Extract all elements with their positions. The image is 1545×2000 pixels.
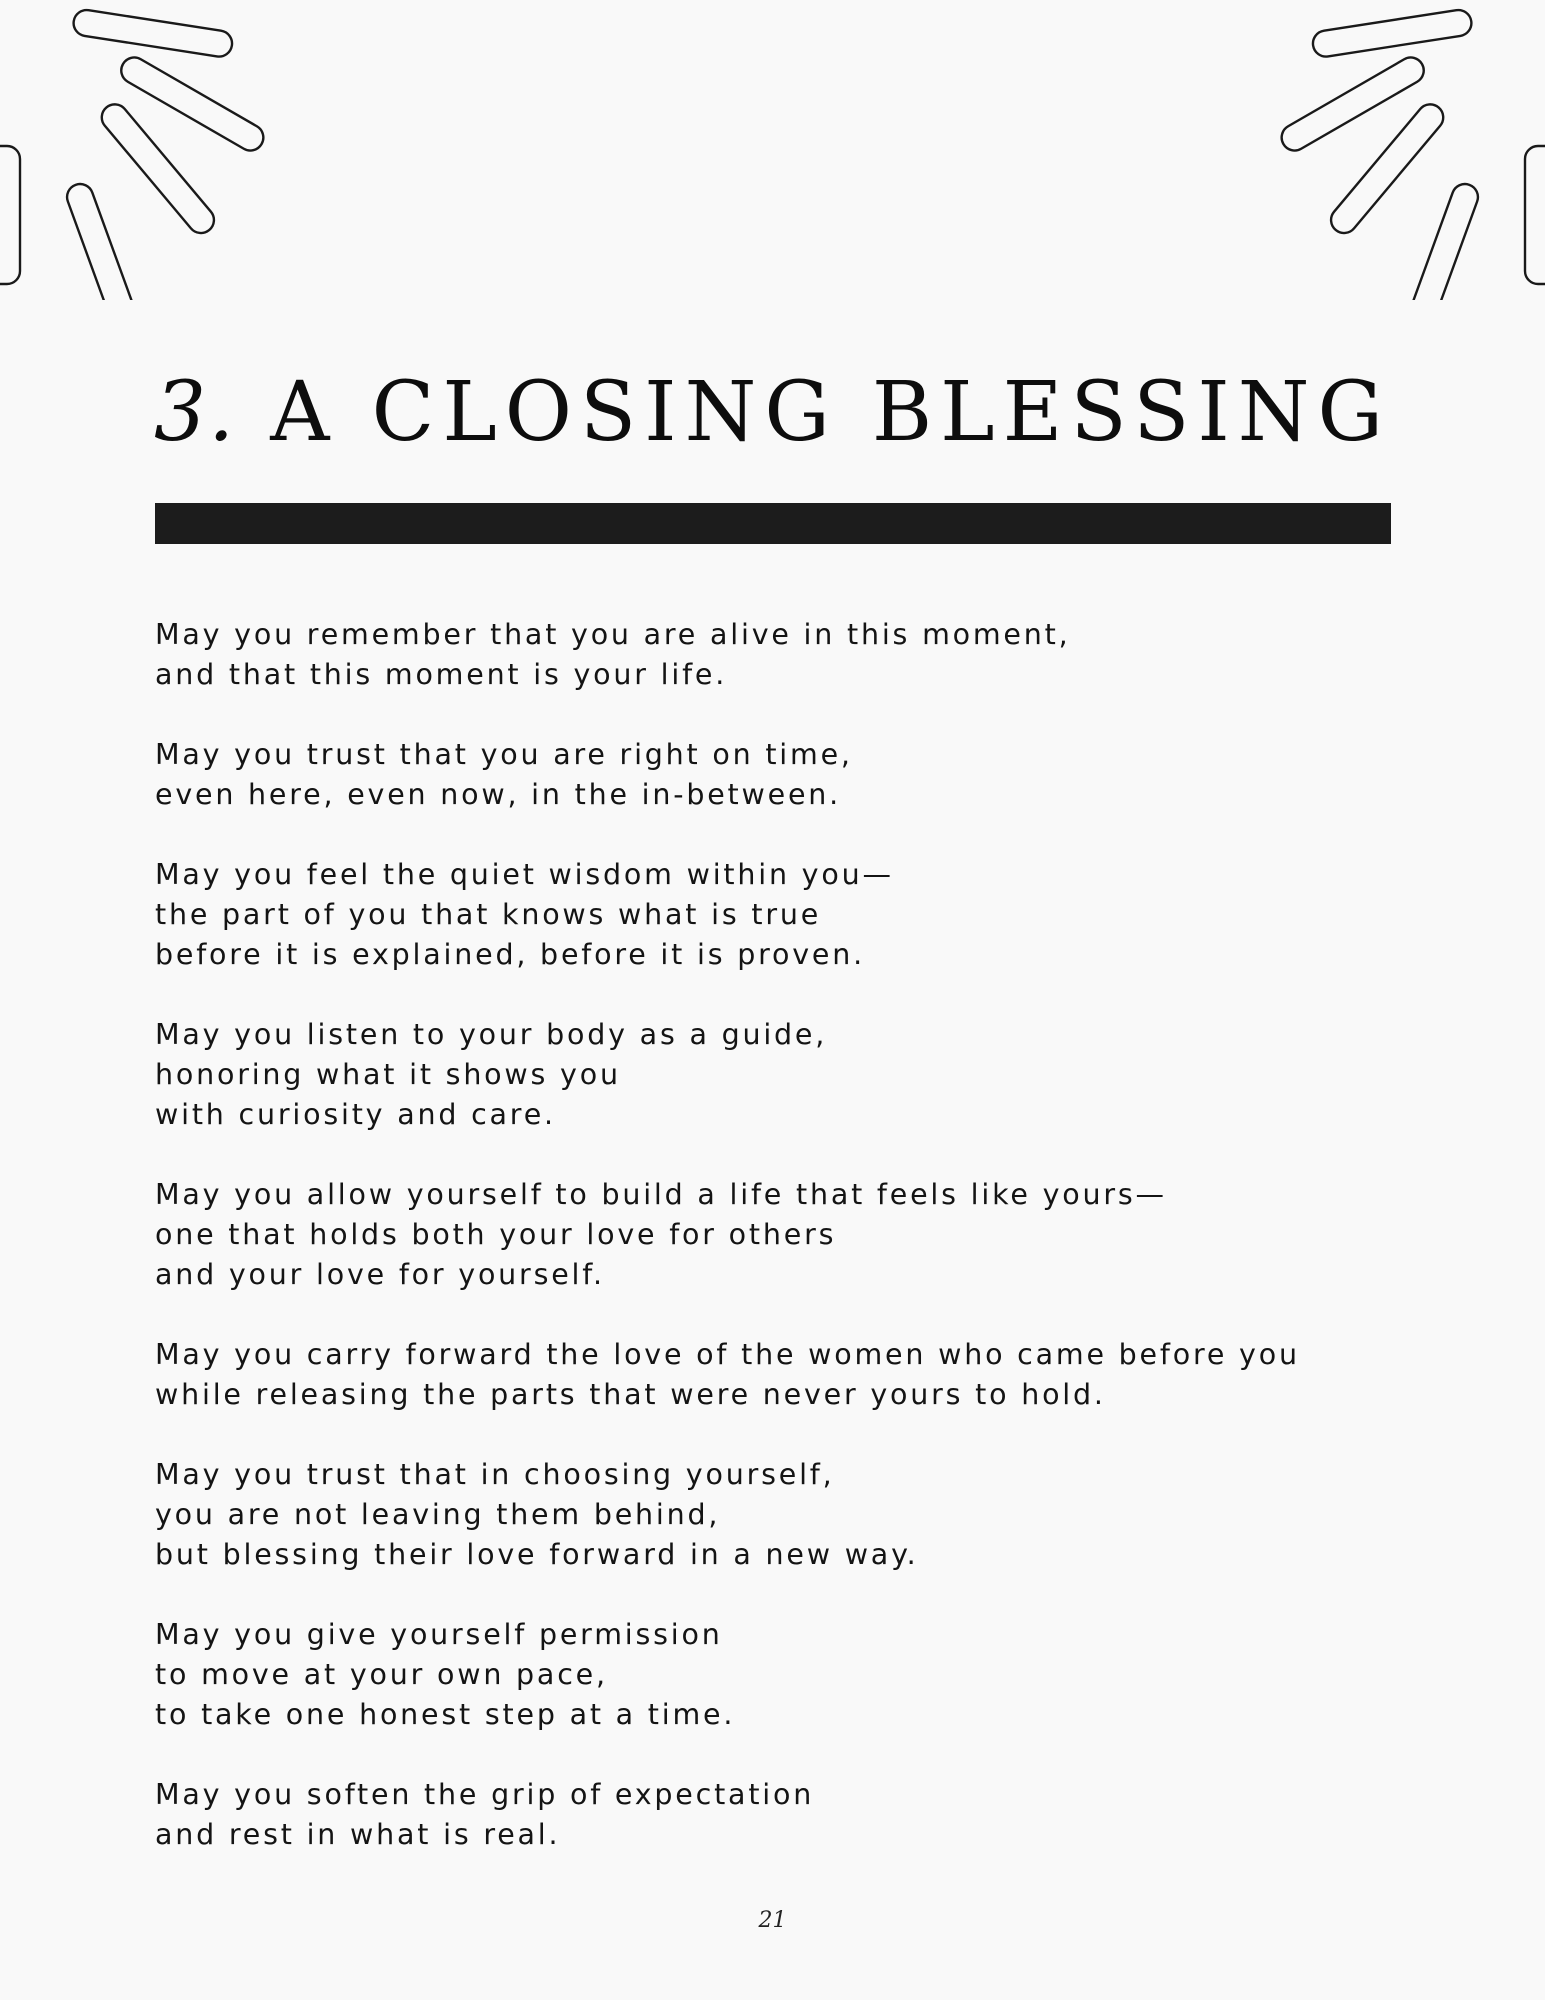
poem-line: to take one honest step at a time.: [155, 1698, 736, 1731]
poem-line: the part of you that knows what is true: [155, 898, 822, 931]
poem-line: honoring what it shows you: [155, 1058, 621, 1091]
ray-shape: [1402, 180, 1481, 300]
ray-shape: [117, 53, 269, 156]
poem-stanza: [155, 1015, 1395, 1135]
page-number: 21: [758, 1908, 787, 1933]
poem-line: May you trust that you are right on time,: [155, 738, 853, 771]
poem-stanza: [155, 1775, 1395, 1855]
poem-stanza: [155, 1335, 1395, 1415]
ray-shape: [1525, 146, 1545, 284]
poem-line: May you feel the quiet wisdom within you—: [155, 858, 894, 891]
poem-line: May you soften the grip of expectation: [155, 1778, 815, 1811]
poem-stanza: [155, 1455, 1395, 1575]
poem-line: May you remember that you are alive in this moment,: [155, 618, 1071, 651]
poem-line: before it is explained, before it is proven.: [155, 938, 865, 971]
section-number: 3.: [153, 365, 237, 460]
poem-stanza: [155, 615, 1395, 695]
poem-stanza: [155, 855, 1395, 975]
poem-line: even here, even now, in the in-between.: [155, 778, 842, 811]
poem-line: one that holds both your love for others: [155, 1218, 837, 1251]
poem-line: and that this moment is your life.: [155, 658, 728, 691]
sun-rays-icon: [1245, 0, 1545, 300]
ray-shape: [1326, 99, 1449, 238]
poem-line: May you allow yourself to build a life that feels like yours—: [155, 1178, 1167, 1211]
ray-shape: [63, 180, 142, 300]
poem-line: but blessing their love forward in a new way.: [155, 1538, 919, 1571]
poem-line: and rest in what is real.: [155, 1818, 561, 1851]
poem-line: May you carry forward the love of the women who came before you: [155, 1338, 1300, 1371]
poem-body: [155, 615, 1395, 1895]
poem-line: you are not leaving them behind,: [155, 1498, 721, 1531]
poem-stanza: [155, 1175, 1395, 1295]
poem-line: May you listen to your body as a guide,: [155, 1018, 828, 1051]
poem-stanza: [155, 1615, 1395, 1735]
poem-stanza: [155, 735, 1395, 815]
poem-line: May you give yourself permission: [155, 1618, 723, 1651]
title-underline-bar: [155, 503, 1391, 544]
section-title: A CLOSING BLESSING: [270, 365, 1392, 460]
page-title: [0, 365, 1545, 460]
poem-line: to move at your own pace,: [155, 1658, 608, 1691]
poem-line: while releasing the parts that were never yours to hold.: [155, 1378, 1106, 1411]
ray-shape: [96, 99, 219, 238]
ray-shape: [1311, 8, 1473, 58]
poem-line: May you trust that in choosing yourself,: [155, 1458, 835, 1491]
ray-shape: [72, 8, 234, 58]
ray-shape: [1277, 53, 1429, 156]
ray-shape: [0, 146, 20, 284]
poem-line: and your love for yourself.: [155, 1258, 605, 1291]
poem-line: with curiosity and care.: [155, 1098, 556, 1131]
sun-rays-icon: [0, 0, 300, 300]
